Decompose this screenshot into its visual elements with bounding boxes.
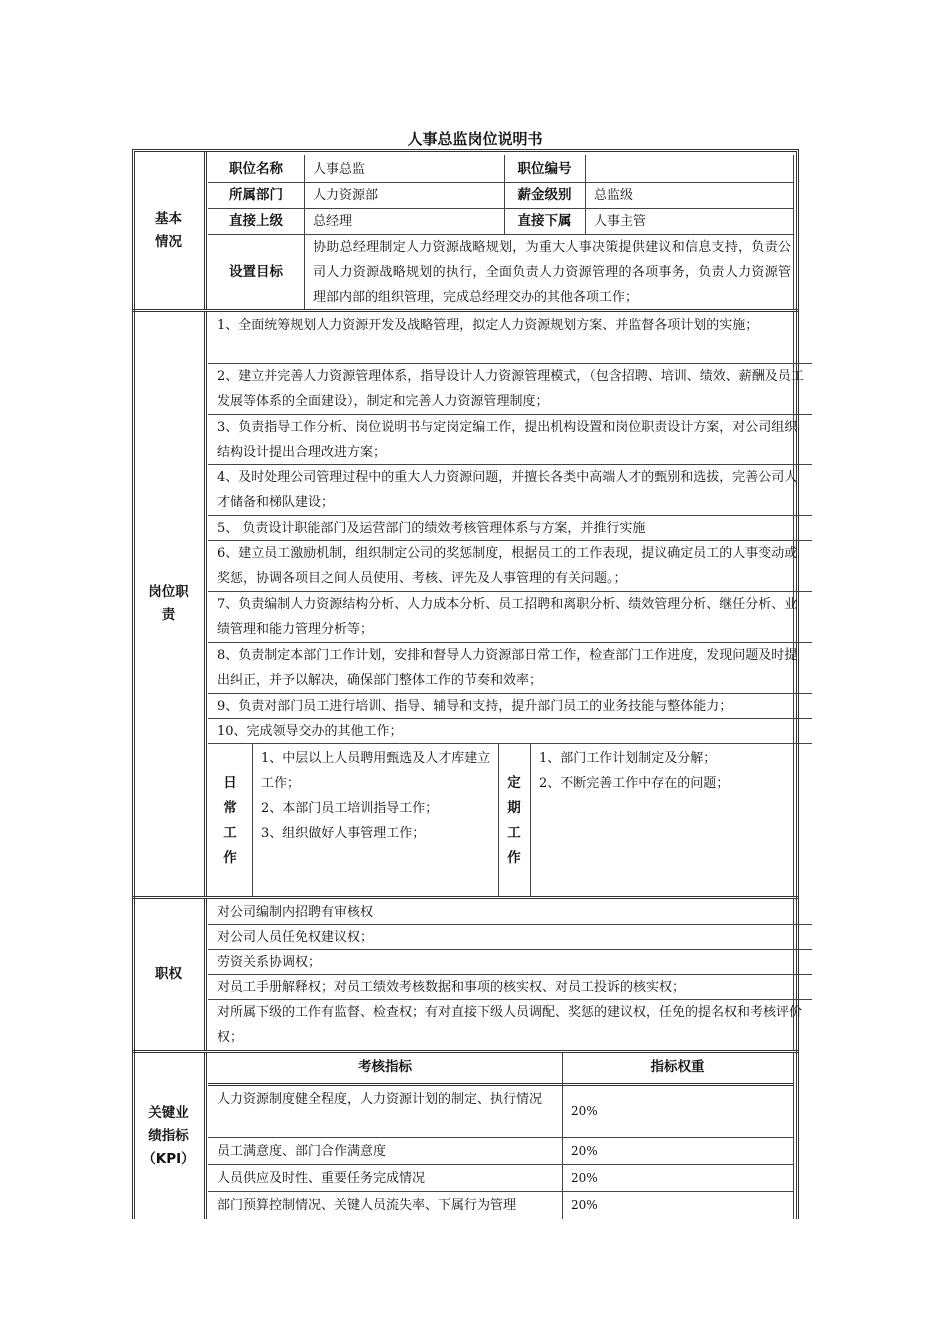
kpi-indicator: 人力资源制度健全程度，人力资源计划的制定、执行情况 bbox=[217, 1092, 543, 1107]
kpi-indicator: 人员供应及时性、重要任务完成情况 bbox=[217, 1171, 426, 1186]
divider bbox=[252, 744, 253, 896]
daily-work-item: 3、组织做好人事管理工作； bbox=[261, 826, 426, 841]
divider bbox=[530, 744, 531, 896]
duty-item: 2、建立并完善人力资源管理体系，指导设计人力资源管理模式，（包含招聘、培训、绩效、薪酬及员工发展等体系的全面建设），制定和完善人力资源管理制度； bbox=[208, 364, 812, 415]
basic-section-label-text: 基本 情况 bbox=[155, 210, 182, 250]
periodic-work-item: 2、不断完善工作中存在的问题； bbox=[539, 776, 730, 791]
daily-work-item: 2、本部门员工培训指导工作； bbox=[261, 801, 439, 816]
page-title: 人事总监岗位说明书 bbox=[407, 130, 543, 148]
kpi-weight: 20% bbox=[571, 1198, 598, 1212]
job-code-label: 职位编号 bbox=[517, 161, 572, 177]
authority-item: 劳资关系协调权； bbox=[208, 950, 812, 975]
divider bbox=[793, 1053, 794, 1219]
goal-label-text: 设置目标 bbox=[229, 264, 283, 280]
authority-item: 对公司人员任免权建议权； bbox=[208, 925, 812, 950]
duty-item: 9、负责对部门员工进行培训、指导、辅导和支持，提升部门员工的业务技能与整体能力； bbox=[208, 694, 812, 719]
job-name-label: 职位名称 bbox=[229, 161, 283, 177]
kpi-section-label bbox=[133, 1053, 207, 1219]
duties-section-label-text: 岗位职 责 bbox=[148, 584, 189, 623]
duties-section-label bbox=[133, 312, 207, 896]
authority-item: 对员工手册解释权；对员工绩效考核数据和事项的核实权、对员工投诉的核实权； bbox=[208, 975, 812, 1000]
periodic-work-item: 1、部门工作计划制定及分解； bbox=[539, 751, 717, 766]
duty-item: 5、 负责设计职能部门及运营部门的绩效考核管理体系与方案，并推行实施 bbox=[208, 516, 812, 541]
divider bbox=[304, 155, 305, 309]
authority-item: 对公司编制内招聘有审核权 bbox=[208, 900, 812, 925]
kpi-section-label-text: 关键业 绩指标 （KPI） bbox=[142, 1104, 195, 1167]
goal-value: 协助总经理制定人力资源战略规划，为重大人事决策提供建议和信息支持，负责公司人力资源战略规划的执行，全面负责人力资源管理的各项事务，负责人力资源管理部内部的组织管理，完成总经理交办的其他各项工作； bbox=[313, 240, 791, 305]
salary-value: 总监级 bbox=[594, 188, 634, 203]
goal-label bbox=[208, 236, 304, 309]
kpi-weight: 20% bbox=[571, 1144, 598, 1158]
superior-value: 总经理 bbox=[313, 214, 353, 229]
divider bbox=[208, 1083, 793, 1086]
authority-section-label-text: 职权 bbox=[155, 966, 182, 982]
divider bbox=[208, 1137, 793, 1138]
duty-item: 4、及时处理公司管理过程中的重大人力资源问题，并擅长各类中高端人才的甄别和选拔，完善公司人才储备和梯队建设； bbox=[208, 465, 812, 516]
authority-section-label bbox=[133, 899, 207, 1050]
duty-item: 7、负责编制人力资源结构分析、人力成本分析、员工招聘和离职分析、绩效管理分析、继任分析、业绩管理和能力管理分析等； bbox=[208, 592, 812, 643]
kpi-col-indicator: 考核指标 bbox=[358, 1059, 412, 1075]
subordinate-label: 直接下属 bbox=[517, 213, 572, 229]
duty-item: 10、完成领导交办的其他工作； bbox=[208, 719, 812, 744]
subordinate-value: 人事主管 bbox=[594, 214, 647, 229]
superior-label: 直接上级 bbox=[229, 213, 283, 229]
basic-section-label bbox=[133, 152, 207, 309]
daily-work-item: 1、中层以上人员聘用甄选及人才库建立工作； bbox=[261, 751, 491, 791]
duty-item: 3、负责指导工作分析、岗位说明书与定岗定编工作，提出机构设置和岗位职责设计方案，对公司组织结构设计提出合理改进方案； bbox=[208, 415, 812, 465]
authority-item: 对所属下级的工作有监督、检查权；有对直接下级人员调配、奖惩的建议权，任免的提名权和考核评价权； bbox=[217, 1005, 803, 1045]
kpi-indicator: 部门预算控制情况、关键人员流失率、下属行为管理 bbox=[217, 1198, 517, 1213]
daily-work-label: 日 常 工 作 bbox=[223, 775, 237, 866]
duty-item: 6、建立员工激励机制，组织制定公司的奖惩制度，根据员工的工作表现，提议确定员工的人事变动或奖惩，协调各项目之间人员使用、考核、评先及人事管理的有关问题。； bbox=[208, 541, 812, 592]
periodic-work-list bbox=[539, 746, 789, 796]
duty-item: 8、负责制定本部门工作计划，安排和督导人力资源部日常工作，检查部门工作进度，发现问题及时提出纠正，并予以解决，确保部门整体工作的节奏和效率； bbox=[208, 643, 812, 694]
kpi-weight: 20% bbox=[571, 1104, 598, 1118]
dept-label: 所属部门 bbox=[229, 187, 283, 203]
divider bbox=[793, 155, 794, 309]
dept-value: 人力资源部 bbox=[313, 188, 379, 203]
duty-item: 1、全面统筹规划人力资源开发及战略管理，拟定人力资源规划方案、并监督各项计划的实施； bbox=[208, 313, 812, 364]
kpi-col-weight: 指标权重 bbox=[650, 1059, 705, 1075]
kpi-indicator: 员工满意度、部门合作满意度 bbox=[217, 1144, 387, 1159]
divider bbox=[208, 1191, 793, 1192]
divider bbox=[208, 1164, 793, 1165]
periodic-work-label: 定 期 工 作 bbox=[507, 775, 521, 866]
divider bbox=[585, 155, 586, 234]
daily-work-list bbox=[261, 746, 493, 846]
salary-label: 薪金级别 bbox=[517, 187, 572, 203]
job-name-value: 人事总监 bbox=[313, 162, 366, 177]
kpi-weight: 20% bbox=[571, 1171, 598, 1185]
